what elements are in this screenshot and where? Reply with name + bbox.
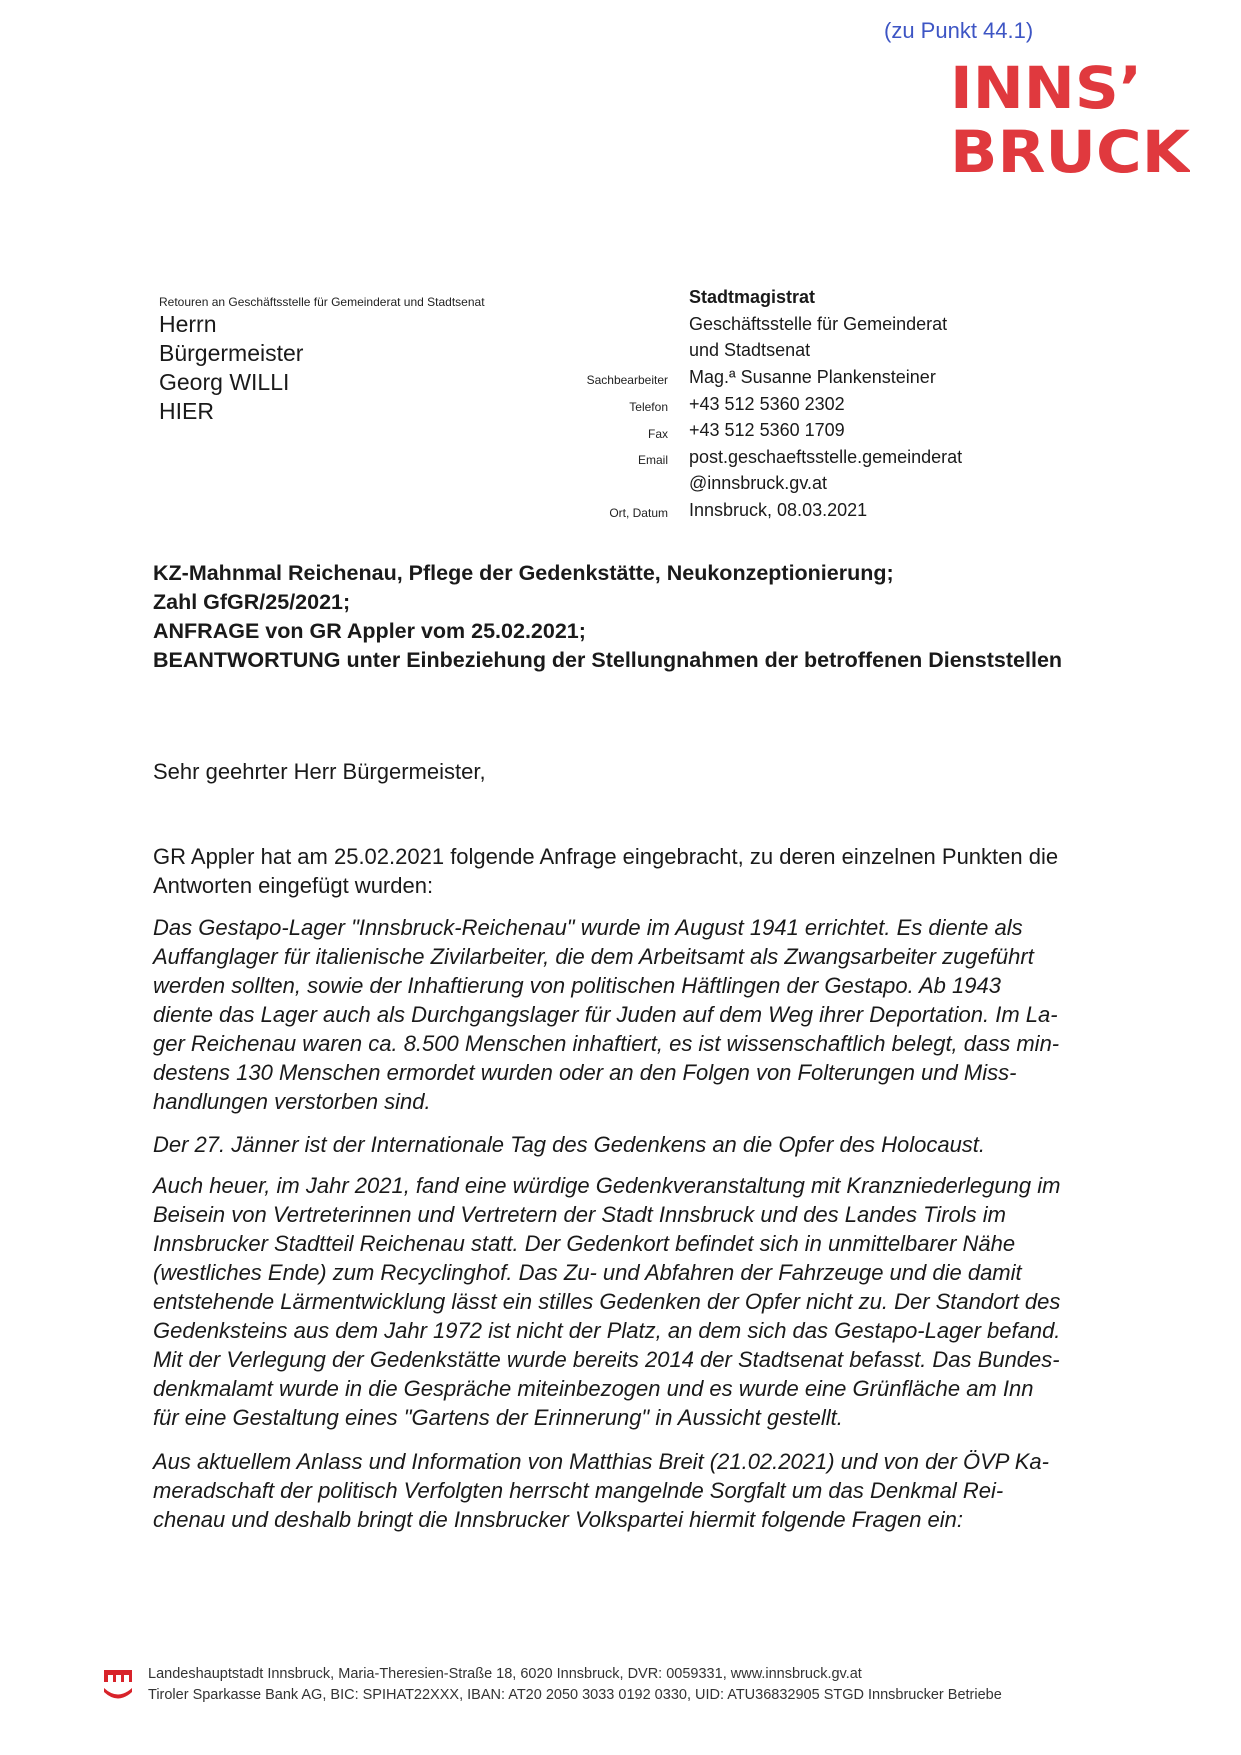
- return-address: Retouren an Geschäftsstelle für Gemeinderat und Stadtsenat: [159, 295, 485, 309]
- recipient-line: HIER: [159, 398, 214, 424]
- quote-line: Beisein von Vertreterinnen und Vertretern der Stadt Innsbruck und des Landes Tirols im: [153, 1202, 1006, 1227]
- quote-line: (westliches Ende) zum Recyclinghof. Das Zu- und Abfahren der Fahrzeuge und die damit: [153, 1260, 1022, 1285]
- intro-line: Antworten eingefügt wurden:: [153, 873, 434, 898]
- recipient-block: [159, 310, 303, 426]
- quote-line: Gedenksteins aus dem Jahr 1972 ist nicht der Platz, an dem sich das Gestapo-Lager befand.: [153, 1318, 1061, 1343]
- quote-line: chenau und deshalb bringt die Innsbrucker Volkspartei hiermit folgende Fragen ein:: [153, 1507, 964, 1532]
- quote-line: Das Gestapo-Lager "Innsbruck-Reichenau" wurde im August 1941 errichtet. Es diente als: [153, 915, 1023, 940]
- quote-paragraph-3: [153, 1171, 1143, 1432]
- quote-paragraph-2: [153, 1130, 1143, 1159]
- innsbruck-logo-graphic: [950, 58, 1190, 178]
- logo-text-line2: BRUCK: [950, 118, 1190, 178]
- fax-value: +43 512 5360 1709: [689, 420, 845, 440]
- quote-paragraph-4: [153, 1447, 1143, 1534]
- recipient-line: Georg WILLI: [159, 369, 290, 395]
- subject-line: ANFRAGE von GR Appler vom 25.02.2021;: [153, 619, 586, 643]
- quote-line: meradschaft der politisch Verfolgten herrscht mangelnde Sorgfalt um das Denkmal Rei-: [153, 1478, 1004, 1503]
- subject-line: Zahl GfGR/25/2021;: [153, 590, 351, 614]
- quote-line: denkmalamt wurde in die Gespräche miteinbezogen und es wurde eine Grünfläche am Inn: [153, 1376, 1034, 1401]
- phone-label: Telefon: [629, 400, 668, 414]
- sender-dept-line2: und Stadtsenat: [689, 340, 811, 360]
- city-emblem-icon: [102, 1667, 134, 1705]
- sender-org: Stadtmagistrat: [689, 287, 816, 307]
- subject-line: KZ-Mahnmal Reichenau, Pflege der Gedenkstätte, Neukonzeptionierung;: [153, 561, 894, 585]
- quote-line: für eine Gestaltung eines "Gartens der Erinnerung" in Aussicht gestellt.: [153, 1405, 843, 1430]
- quote-line: Aus aktuellem Anlass und Information von Matthias Breit (21.02.2021) und von der ÖVP Ka-: [153, 1449, 1049, 1474]
- clerk-label: Sachbearbeiter: [586, 373, 668, 387]
- quote-line: Auch heuer, im Jahr 2021, fand eine würdige Gedenkveranstaltung mit Kranzniederlegung im: [153, 1173, 1061, 1198]
- clerk-value: Mag.ª Susanne Plankensteiner: [689, 367, 936, 387]
- intro-paragraph: [153, 842, 1143, 900]
- quote-line: entstehende Lärmentwicklung lässt ein stilles Gedenken der Opfer nicht zu. Der Standort des: [153, 1289, 1061, 1314]
- phone-value: +43 512 5360 2302: [689, 394, 845, 414]
- subject-block: [153, 559, 1062, 675]
- quote-line: werden sollten, sowie der Inhaftierung von politischen Häftlingen der Gestapo. Ab 1943: [153, 973, 1001, 998]
- quote-line: diente das Lager auch als Durchgangslager für Juden auf dem Weg ihrer Deportation. Im La-: [153, 1002, 1058, 1027]
- quote-line: Mit der Verlegung der Gedenkstätte wurde bereits 2014 der Stadtsenat befasst. Das Bundes-: [153, 1347, 1060, 1372]
- date-value: Innsbruck, 08.03.2021: [689, 500, 868, 520]
- logo-text-line1: INNS’: [950, 58, 1142, 122]
- innsbruck-logo: [950, 58, 1190, 178]
- quote-line: handlungen verstorben sind.: [153, 1089, 431, 1114]
- salutation: Sehr geehrter Herr Bürgermeister,: [153, 759, 486, 784]
- quote-line: Innsbrucker Stadtteil Reichenau statt. Der Gedenkort befindet sich in unmittelbarer Nähe: [153, 1231, 1016, 1256]
- footer-line-2: Tiroler Sparkasse Bank AG, BIC: SPIHAT22XXX, IBAN: AT20 2050 3033 0192 0330, UID: ATU36832905 STGD Innsbrucker Betriebe: [148, 1687, 1002, 1703]
- quote-paragraph-1: [153, 913, 1143, 1116]
- intro-line: GR Appler hat am 25.02.2021 folgende Anfrage eingebracht, zu deren einzelnen Punkten die: [153, 844, 1059, 869]
- fax-label: Fax: [647, 427, 668, 441]
- subject-line: BEANTWORTUNG unter Einbeziehung der Stellungnahmen der betroffenen Dienststellen: [153, 648, 1063, 672]
- date-label: Ort, Datum: [609, 506, 668, 520]
- sender-dept-line1: Geschäftsstelle für Gemeinderat: [689, 314, 948, 334]
- footer: [148, 1664, 1002, 1706]
- quote-line: destens 130 Menschen ermordet wurden oder an den Folgen von Folterungen und Miss-: [153, 1060, 1017, 1085]
- quote-line: ger Reichenau waren ca. 8.500 Menschen inhaftiert, es ist wissenschaftlich belegt, dass min-: [153, 1031, 1060, 1056]
- quote-line: Der 27. Jänner ist der Internationale Tag des Gedenkens an die Opfer des Holocaust.: [153, 1132, 986, 1157]
- reference-note: (zu Punkt 44.1): [884, 18, 1034, 43]
- email-value-line2: @innsbruck.gv.at: [689, 473, 827, 493]
- email-value-line1: post.geschaeftsstelle.gemeinderat: [689, 447, 963, 467]
- recipient-line: Herrn: [159, 311, 217, 337]
- recipient-line: Bürgermeister: [159, 340, 304, 366]
- footer-line-1: Landeshauptstadt Innsbruck, Maria-Theresien-Straße 18, 6020 Innsbruck, DVR: 0059331, www.innsbruck.gv.at: [148, 1666, 862, 1682]
- city-emblem-graphic: [102, 1667, 134, 1705]
- quote-line: Auffanglager für italienische Zivilarbeiter, die dem Arbeitsamt als Zwangsarbeiter zugeführt: [153, 944, 1034, 969]
- email-label: Email: [637, 453, 668, 467]
